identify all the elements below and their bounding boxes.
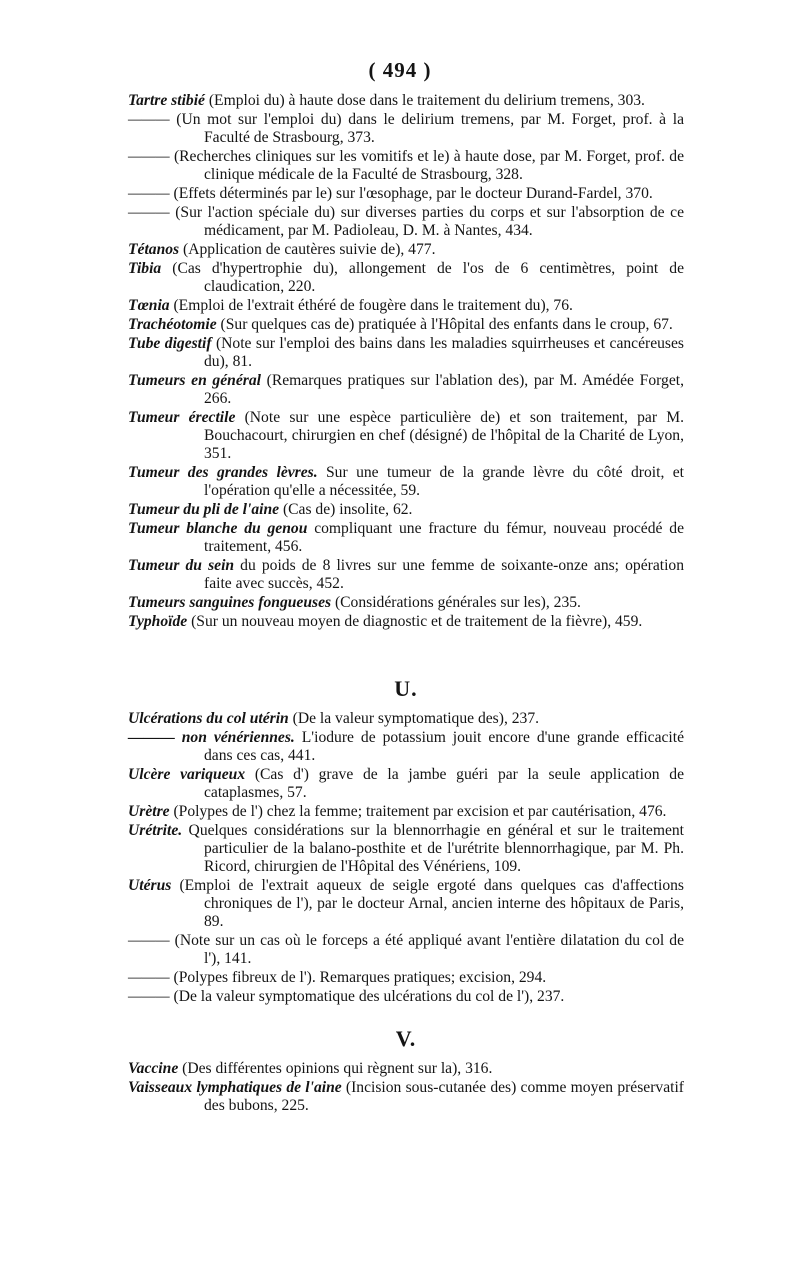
index-entry <box>128 501 684 519</box>
index-entry <box>128 877 684 931</box>
index-description: (Emploi de l'extrait aqueux de seigle ergoté dans quelques cas d'affections chroniques de l'), par le docteur Arnal, ancien interne des hôpitaux de Paris, 89. <box>171 877 684 930</box>
index-entry <box>128 372 684 408</box>
index-entry <box>128 766 684 802</box>
index-entry <box>128 111 684 147</box>
entries-u <box>128 710 684 1006</box>
page-number: ( 494 ) <box>368 58 432 82</box>
index-description: (Application de cautères suivie de), 477. <box>179 241 436 258</box>
index-entry <box>128 92 684 110</box>
index-term: Urètre <box>128 803 170 820</box>
index-term: ——— <box>128 111 170 128</box>
index-term: Tartre stibié <box>128 92 205 109</box>
index-term: Vaccine <box>128 1060 179 1077</box>
index-entry <box>128 932 684 968</box>
index-description: du poids de 8 livres sur une femme de soixante-onze ans; opération faite avec succès, 452. <box>204 557 685 592</box>
index-description: Sur une tumeur de la grande lèvre du côté droit, et l'opération qu'elle a nécessitée, 59. <box>204 464 684 499</box>
index-entry <box>128 822 684 876</box>
index-term: Tumeurs en général <box>128 372 261 389</box>
index-entry <box>128 204 684 240</box>
index-description: (De la valeur symptomatique des ulcérations du col de l'), 237. <box>169 988 565 1005</box>
index-description: (Des différentes opinions qui règnent sur la), 316. <box>178 1060 493 1077</box>
index-term: Tumeur du pli de l'aine <box>128 501 280 518</box>
index-term: Utérus <box>128 877 172 894</box>
index-term: Tumeur du sein <box>128 557 235 574</box>
index-term: Tumeurs sanguines fongueuses <box>128 594 332 611</box>
index-term: ——— <box>128 148 170 165</box>
index-entry <box>128 241 684 259</box>
index-description: (Emploi de l'extrait éthéré de fougère dans le traitement du), 76. <box>169 297 573 314</box>
index-description: (De la valeur symptomatique des), 237. <box>288 710 540 727</box>
index-description: (Note sur un cas où le forceps a été appliqué avant l'entière dilatation du col de l'), 141. <box>169 932 684 967</box>
index-entry <box>128 260 684 296</box>
index-description: Quelques considérations sur la blennorrhagie en général et sur le traitement particulier de la balano-posthite et de l'urétrite blennorrhagique, par M. Ph. Ricord, chirurgien de l'Hôpital des Vénériens, 109. <box>182 822 684 875</box>
index-description: (Cas d'hypertrophie du), allongement de l'os de 6 centimètres, point de claudication, 220. <box>161 260 684 295</box>
index-description: (Sur quelques cas de) pratiquée à l'Hôpital des enfants dans le croup, 67. <box>216 316 673 333</box>
index-entry <box>128 969 684 987</box>
index-term: ——— <box>128 988 170 1005</box>
index-entry <box>128 316 684 334</box>
index-entry <box>128 557 684 593</box>
index-term: Ulcère variqueux <box>128 766 246 783</box>
index-term: Tumeur des grandes lèvres. <box>128 464 318 481</box>
index-entry <box>128 335 684 371</box>
index-term: ——— non vénériennes. <box>128 729 295 746</box>
index-description: L'iodure de potassium jouit encore d'une grande efficacité dans ces cas, 441. <box>204 729 684 764</box>
index-description: (Incision sous-cutanée des) comme moyen préservatif des bubons, 225. <box>204 1079 684 1114</box>
index-description: (Remarques pratiques sur l'ablation des), par M. Amédée Forget, 266. <box>204 372 684 407</box>
index-section-t <box>128 92 684 632</box>
index-entry <box>128 409 684 463</box>
index-section-v <box>128 1018 684 1116</box>
index-entry <box>128 594 684 612</box>
index-term: Vaisseaux lymphatiques de l'aine <box>128 1079 342 1096</box>
index-term: Tumeur blanche du genou <box>128 520 308 537</box>
section-letter-u: U. <box>394 676 418 701</box>
index-description: (Note sur une espèce particulière de) et son traitement, par M. Bouchacourt, chirurgien en chef (désigné) de l'hôpital de la Charité de Lyon, 351. <box>204 409 685 462</box>
index-term: Tétanos <box>128 241 180 258</box>
index-entry <box>128 297 684 315</box>
index-description: (Polypes fibreux de l'). Remarques pratiques; excision, 294. <box>169 969 547 986</box>
index-entry <box>128 613 684 631</box>
index-term: ——— <box>128 185 170 202</box>
index-term: ——— <box>128 969 170 986</box>
index-entry <box>128 988 684 1006</box>
index-term: ——— <box>128 204 170 221</box>
index-description: (Effets déterminés par le) sur l'œsophage, par le docteur Durand-Fardel, 370. <box>169 185 653 202</box>
index-description: (Sur l'action spéciale du) sur diverses parties du corps et sur l'absorption de ce médicament, par M. Padioleau, D. M. à Nantes, 434. <box>169 204 684 239</box>
index-term: Tube digestif <box>128 335 212 352</box>
index-description: (Recherches cliniques sur les vomitifs et le) à haute dose, par M. Forget, prof. de clinique médicale de la Faculté de Strasbourg, 328. <box>169 148 684 183</box>
index-term: Trachéotomie <box>128 316 217 333</box>
index-entry <box>128 148 684 184</box>
index-term: Tœnia <box>128 297 170 314</box>
index-description: compliquant une fracture du fémur, nouveau procédé de traitement, 456. <box>204 520 684 555</box>
index-description: (Considérations générales sur les), 235. <box>331 594 581 611</box>
index-entry <box>128 1060 684 1078</box>
index-description: (Cas d') grave de la jambe guéri par la seule application de cataplasmes, 57. <box>204 766 684 801</box>
index-entry <box>128 1079 684 1115</box>
index-description: (Note sur l'emploi des bains dans les maladies squirrheuses et cancéreuses du), 81. <box>204 335 684 370</box>
index-description: (Polypes de l') chez la femme; traitement par excision et par cautérisation, 476. <box>169 803 667 820</box>
index-term: Typhoïde <box>128 613 188 630</box>
index-entry <box>128 520 684 556</box>
index-entry <box>128 803 684 821</box>
entries-v <box>128 1060 684 1115</box>
index-entry <box>128 464 684 500</box>
index-description: (Emploi du) à haute dose dans le traitement du delirium tremens, 303. <box>204 92 645 109</box>
index-term: Ulcérations du col utérin <box>128 710 289 727</box>
index-description: (Un mot sur l'emploi du) dans le delirium tremens, par M. Forget, prof. à la Faculté de Strasbourg, 373. <box>169 111 684 146</box>
index-description: (Cas de) insolite, 62. <box>279 501 413 518</box>
index-description: (Sur un nouveau moyen de diagnostic et de traitement de la fièvre), 459. <box>187 613 643 630</box>
index-term: ——— <box>128 932 170 949</box>
index-term: Tumeur érectile <box>128 409 236 426</box>
index-entry <box>128 185 684 203</box>
index-entry <box>128 729 684 765</box>
index-entry <box>128 710 684 728</box>
section-letter-v: V. <box>395 1026 417 1051</box>
index-section-u <box>128 668 684 1007</box>
index-term: Tibia <box>128 260 162 277</box>
index-term: Urétrite. <box>128 822 183 839</box>
